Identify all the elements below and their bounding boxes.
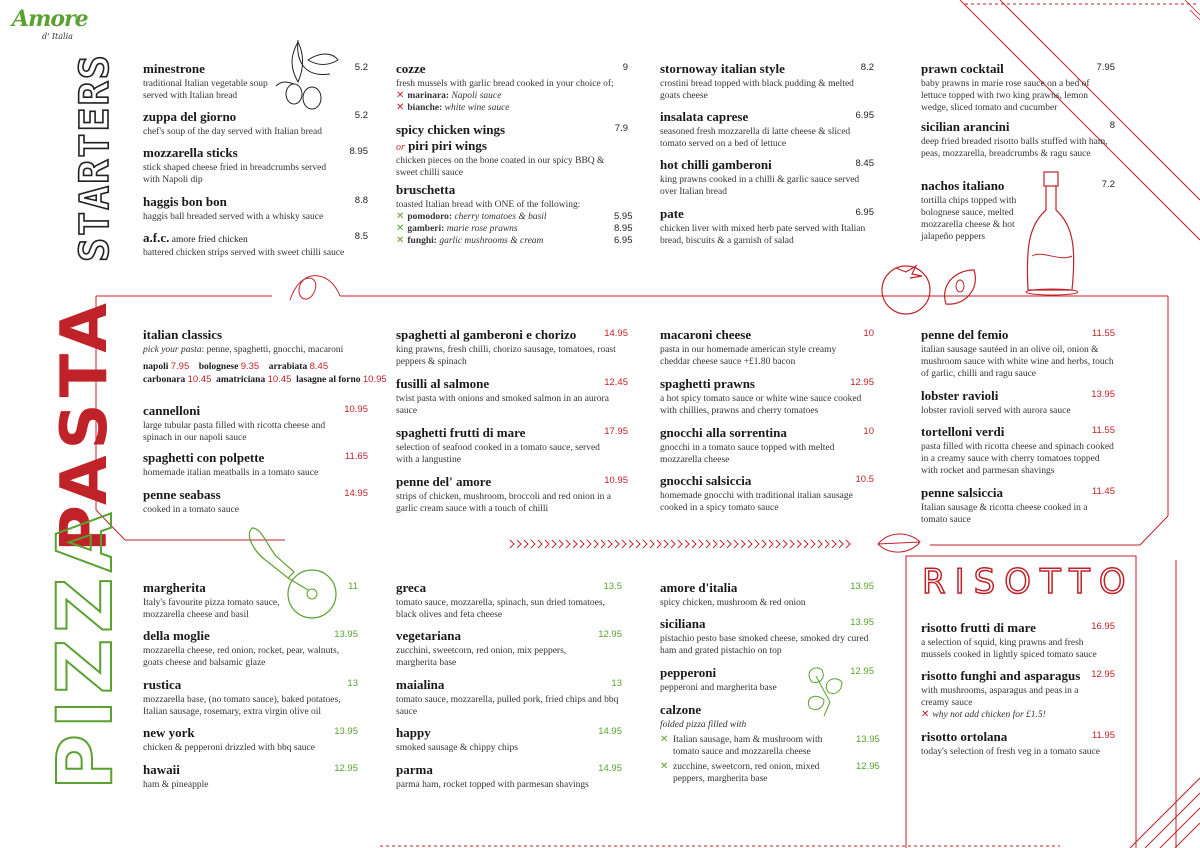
menu-item [660, 665, 874, 694]
item-description: tortilla chips topped with bolognese sauce, melted mozzarella cheese & hot jalapeño peppers [921, 196, 1017, 242]
item-price: 12.45 [604, 377, 628, 388]
item-price: 10.95 [344, 404, 368, 415]
combo-name: napoli [143, 362, 169, 372]
menu-item [921, 388, 1115, 417]
section-title-pizza: PIZZA [40, 506, 129, 790]
option-price: 5.95 [614, 211, 633, 222]
item-name: prawn cocktail [921, 61, 1004, 76]
combo-name: carbonara [143, 375, 186, 385]
combo-price: 8.45 [309, 361, 329, 372]
menu-item [660, 109, 874, 150]
item-description: smoked sausage & chippy chips [396, 743, 518, 753]
item-price: 13 [611, 678, 622, 689]
item-price: 13.95 [334, 726, 358, 737]
option-detail: cherry tomatoes & basil [454, 212, 547, 222]
item-description: pepperoni and margherita base [660, 683, 777, 693]
option-name: bianche: [407, 103, 443, 113]
cross-icon: ✕ [660, 734, 669, 745]
item-description: selection of seafood cooked in a tomato sauce, served with a langustine [396, 443, 600, 465]
item-name: hawaii [143, 762, 180, 777]
cross-icon: ✕ [396, 90, 405, 101]
menu-item [143, 403, 368, 444]
item-description: twist pasta with onions and smoked salmon in an aurora sauce [396, 394, 609, 416]
item-description: chef's soup of the day served with Italian bread [143, 127, 322, 137]
item-name: penne del femio [921, 327, 1009, 342]
item-name: spaghetti frutti di mare [396, 425, 526, 440]
cross-icon: ✕ [660, 761, 669, 772]
item-name: tortelloni verdi [921, 424, 1005, 439]
menu-item [396, 628, 622, 669]
item-description: pasta in our homemade american style creamy cheddar cheese sauce +£1.80 bacon [660, 345, 837, 367]
menu-item [143, 762, 358, 791]
menu-item [660, 616, 874, 657]
menu-item [396, 182, 633, 247]
combo-name: lasagne al forno [296, 375, 361, 385]
item-name: gnocchi alla sorrentina [660, 425, 787, 440]
item-name: cannelloni [143, 403, 201, 418]
menu-item [396, 376, 628, 417]
item-price: 11.55 [1091, 425, 1115, 436]
menu-item [143, 725, 358, 754]
cross-icon: ✕ [396, 102, 405, 113]
chevron-divider [510, 540, 850, 548]
item-price: 11.45 [1091, 486, 1115, 497]
option-detail: zucchine, sweetcorn, red onion, mixed peppers, margherita base [673, 762, 820, 784]
logo-tagline: d' Italia [42, 32, 73, 41]
option-name: gamberi: [407, 224, 445, 234]
item-price: 7.9 [614, 123, 628, 134]
menu-item [143, 677, 358, 718]
item-price: 13.95 [1091, 389, 1115, 400]
item-name: zuppa del giorno [143, 109, 237, 124]
item-name: calzone [660, 702, 702, 717]
item-price: 8.5 [354, 231, 368, 242]
menu-item-italian-classics [143, 327, 387, 385]
item-description: homemade italian meatballs in a tomato sauce [143, 468, 319, 478]
item-name: spaghetti prawns [660, 376, 755, 391]
option-name: pomodoro: [407, 212, 453, 222]
item-name: mozzarella sticks [143, 145, 238, 160]
menu-item [660, 157, 874, 198]
item-description: today's selection of fresh veg in a tomato sauce [921, 747, 1100, 757]
item-description: mozzarella base, (no tomato sauce), baked potatoes, Italian sausage, rosemary, extra virgin olive oil [143, 695, 341, 717]
item-description: a hot spicy tomato sauce or white wine sauce cooked with chillies, prawns and cherry tomatoes [660, 394, 862, 416]
menu-item [921, 327, 1115, 380]
item-price: 13.95 [334, 629, 358, 640]
item-price: 5.2 [354, 110, 368, 121]
item-name: penne del' amore [396, 474, 492, 489]
item-name: pate [660, 206, 684, 221]
combo-name: amatriciana [216, 375, 266, 385]
item-price: 8 [1109, 120, 1115, 131]
item-name: amore d'italia [660, 580, 738, 595]
item-description: italian sausage sautéed in an olive oil, onion & mushroom sauce with white wine and herbs, touch of garlic, chilli and ragu sauce [921, 345, 1114, 379]
section-title-pasta: PASTA [48, 297, 122, 552]
option-detail: Italian sausage, ham & mushroom with tomato sauce and mozzarella cheese [673, 735, 823, 757]
item-price: 7.2 [1101, 179, 1115, 190]
option-row [396, 211, 633, 223]
item-name: vegetariana [396, 628, 461, 643]
item-or: or [396, 142, 405, 153]
item-price: 10 [863, 426, 874, 437]
item-description: parma ham, rocket topped with parmesan shavings [396, 780, 589, 790]
item-description: a selection of squid, king prawns and fresh mussels cooked in lightly spiced tomato sauce [921, 638, 1097, 660]
item-description: baby prawns in marie rose sauce on a bed of lettuce topped with two king prawns, lemon wedge, sliced tomato and cucumber [921, 79, 1090, 113]
item-price: 16.95 [1091, 621, 1115, 632]
item-description: traditional Italian vegetable soup served with Italian bread [143, 79, 268, 101]
menu-item [396, 122, 628, 179]
combo-price: 10.45 [187, 374, 212, 385]
menu-item [396, 580, 622, 621]
item-name: penne seabass [143, 487, 221, 502]
menu-item [921, 119, 1115, 160]
section-title-risotto: RISOTTO [922, 562, 1135, 602]
option-row [396, 102, 628, 114]
item-name: bruschetta [396, 182, 456, 197]
item-price: 11.65 [344, 451, 368, 462]
item-price: 13.95 [850, 581, 874, 592]
item-price: 8.45 [855, 158, 874, 169]
item-name: lobster ravioli [921, 388, 999, 403]
item-description: with mushrooms, asparagus and peas in a creamy sauce [921, 686, 1079, 708]
item-description: king prawns cooked in a chilli & garlic sauce served over Italian bread [660, 175, 860, 197]
item-description: homemade gnocchi with traditional italian sausage cooked in a spicy tomato sauce [660, 491, 853, 513]
item-name: pepperoni [660, 665, 717, 680]
item-name: margherita [143, 580, 206, 595]
item-name: hot chilli gamberoni [660, 157, 772, 172]
menu-item [396, 725, 622, 754]
item-description: fresh mussels with garlic bread cooked in your choice of; [396, 79, 614, 89]
option-price: 13.95 [856, 734, 880, 745]
option-name: marinara: [407, 91, 450, 101]
item-price: 12.95 [1091, 669, 1115, 680]
section-title-starters: STARTERS [72, 53, 118, 262]
pick-options: : penne, spaghetti, gnocchi, macaroni [201, 345, 344, 355]
item-price: 12.95 [850, 666, 874, 677]
item-extra: why not add chicken for £1.5! [932, 710, 1046, 720]
item-description: folded pizza filled with [660, 720, 747, 730]
item-price: 7.95 [1096, 62, 1115, 73]
menu-item [921, 668, 1115, 721]
item-price: 17.95 [604, 426, 628, 437]
menu-item [921, 620, 1115, 661]
combo-price: 10.45 [267, 374, 292, 385]
menu-item [143, 61, 368, 102]
menu-item [143, 230, 368, 259]
item-description: zucchini, sweetcorn, red onion, mix peppers, margherita base [396, 646, 567, 668]
item-price: 8.95 [349, 146, 368, 157]
item-name: rustica [143, 677, 182, 692]
menu-item [660, 702, 880, 785]
item-name: macaroni cheese [660, 327, 752, 342]
item-price: 12.95 [334, 763, 358, 774]
option-row [660, 734, 880, 758]
item-description: chicken liver with mixed herb pate served with Italian bread, biscuits & a garnish of salad [660, 224, 866, 246]
item-name: new york [143, 725, 195, 740]
menu-item [396, 61, 628, 114]
item-price: 13.5 [603, 581, 622, 592]
item-price: 14.95 [344, 488, 368, 499]
menu-item [143, 580, 358, 621]
menu-item [143, 109, 368, 138]
menu-item [396, 677, 622, 718]
menu-item [396, 425, 628, 466]
item-name: cozze [396, 61, 426, 76]
item-description: spicy chicken, mushroom & red onion [660, 598, 806, 608]
item-name-alt: piri piri wings [408, 138, 487, 153]
item-description: pistachio pesto base smoked cheese, smoked dry cured ham and grated pistachio on top [660, 634, 869, 656]
option-detail: marie rose prawns [446, 224, 518, 234]
cross-icon: ✕ [396, 223, 405, 234]
item-name: fusilli al salmone [396, 376, 490, 391]
item-description: pasta filled with ricotta cheese and spinach cooked in a creamy sauce with cherry tomatoes topped with rocket and parmesan shavings [921, 442, 1114, 476]
menu-item [921, 424, 1115, 477]
item-price: 12.95 [598, 629, 622, 640]
item-name: risotto frutti di mare [921, 620, 1036, 635]
logo-name: Amore [12, 6, 88, 32]
item-price: 11.55 [1091, 328, 1115, 339]
classics-row [143, 361, 373, 372]
item-price: 12.95 [850, 377, 874, 388]
item-price: 5.2 [354, 62, 368, 73]
amore-logo [12, 6, 92, 46]
option-name: funghi: [407, 236, 437, 246]
item-price: 10.5 [855, 474, 874, 485]
option-price: 8.95 [614, 223, 633, 234]
item-price: 14.95 [598, 763, 622, 774]
menu-item [143, 628, 358, 669]
item-price: 10 [863, 328, 874, 339]
item-name: sicilian arancini [921, 119, 1010, 134]
item-name: nachos italiano [921, 178, 1005, 193]
menu-item [660, 473, 874, 514]
option-price: 6.95 [614, 235, 633, 246]
item-name: parma [396, 762, 433, 777]
menu-item [143, 487, 368, 516]
menu-item [660, 376, 874, 417]
item-description: deep fried breaded risotto balls stuffed with ham, peas, mozzarella, breadcrumbs & ragu sauce [921, 137, 1108, 159]
item-description: Italian sausage & ricotta cheese cooked in a tomato sauce [921, 503, 1088, 525]
item-price: 13.95 [850, 617, 874, 628]
item-description: seasoned fresh mozzarella di latte cheese & sliced tomato served on a bed of lettuce [660, 127, 851, 149]
option-detail: white wine sauce [444, 103, 510, 113]
menu-item [660, 425, 874, 466]
item-name: risotto funghi and asparagus [921, 668, 1081, 683]
option-row [660, 761, 880, 785]
item-description: stick shaped cheese fried in breadcrumbs served with Napoli dip [143, 163, 327, 185]
menu-item [921, 178, 1115, 243]
pick-label: pick your pasta [143, 345, 202, 355]
cross-icon: ✕ [921, 709, 930, 720]
menu-item [660, 327, 874, 368]
menu-item [921, 729, 1115, 758]
item-name: happy [396, 725, 431, 740]
leaf-icon [876, 530, 922, 556]
item-description: mozzarella cheese, red onion, rocket, pear, walnuts, goats cheese and balsamic glaze [143, 646, 340, 668]
menu-item [921, 61, 1115, 114]
item-name: risotto ortolana [921, 729, 1008, 744]
item-description: strips of chicken, mushroom, broccoli and red onion in a garlic cream sauce with a touch of chilli [396, 492, 612, 514]
item-name: insalata caprese [660, 109, 749, 124]
option-detail: Napoli sauce [451, 91, 502, 101]
combo-price: 10.95 [362, 374, 387, 385]
cross-icon: ✕ [396, 235, 405, 246]
menu-item [396, 474, 628, 515]
item-name: spaghetti con polpette [143, 450, 265, 465]
item-name: maialina [396, 677, 445, 692]
item-price: 11 [348, 581, 358, 592]
item-description: tomato sauce, mozzarella, spinach, sun dried tomatoes, black olives and feta cheese [396, 598, 605, 620]
item-description: toasted Italian bread with ONE of the following: [396, 200, 581, 210]
item-name: greca [396, 580, 427, 595]
item-price: 14.95 [604, 328, 628, 339]
option-row [396, 223, 633, 235]
item-name: haggis bon bon [143, 194, 227, 209]
item-name: siciliana [660, 616, 706, 631]
item-price: 11.95 [1091, 730, 1115, 741]
item-price: 8.2 [860, 62, 874, 73]
menu-item [660, 580, 874, 609]
item-price: 6.95 [855, 207, 874, 218]
item-name: minestrone [143, 61, 205, 76]
item-name: spicy chicken wings [396, 122, 506, 137]
combo-name: arrabiata [268, 362, 308, 372]
option-row [396, 235, 633, 247]
item-description: Italy's favourite pizza tomato sauce, mozzarella cheese and basil [143, 598, 280, 620]
item-description: cooked in a tomato sauce [143, 505, 240, 515]
combo-name: bolognese [198, 362, 239, 372]
combo-price: 7.95 [170, 361, 190, 372]
item-name: spaghetti al gamberoni e chorizo [396, 327, 577, 342]
item-price: 13 [347, 678, 358, 689]
menu-item [921, 485, 1115, 526]
cross-icon: ✕ [396, 211, 405, 222]
option-price: 12.95 [856, 761, 880, 772]
menu-item [143, 450, 368, 479]
classics-row [143, 374, 387, 385]
menu-item [143, 194, 368, 223]
item-description: gnocchi in a tomato sauce topped with melted mozzarella cheese [660, 443, 835, 465]
menu-item [143, 145, 368, 186]
menu-item [396, 762, 622, 791]
item-description: crostini bread topped with black pudding & melted goats cheese [660, 79, 854, 101]
item-name: stornoway italian style [660, 61, 785, 76]
item-price: 14.95 [598, 726, 622, 737]
item-description: ham & pineapple [143, 780, 209, 790]
item-price: 10.95 [604, 475, 628, 486]
item-name: gnocchi salsiccia [660, 473, 752, 488]
menu-item [660, 61, 874, 102]
item-description: large tubular pasta filled with ricotta cheese and spinach in our napoli sauce [143, 421, 326, 443]
item-price: 9 [622, 62, 628, 73]
item-description: chicken & pepperoni drizzled with bbq sauce [143, 743, 315, 753]
option-detail: garlic mushrooms & cream [439, 236, 544, 246]
item-price: 8.8 [354, 195, 368, 206]
item-name-suffix: amore fried chicken [169, 235, 248, 245]
item-price: 6.95 [855, 110, 874, 121]
item-description: king prawns, fresh chilli, chorizo sausage, tomatoes, roast peppers & spinach [396, 345, 616, 367]
item-description: chicken pieces on the bone coated in our spicy BBQ & sweet chilli sauce [396, 156, 605, 178]
menu-item [396, 327, 628, 368]
item-description: battered chicken strips served with sweet chilli sauce [143, 248, 345, 258]
item-name: penne salsiccia [921, 485, 1003, 500]
combo-price: 9.35 [240, 361, 260, 372]
item-name: italian classics [143, 327, 223, 342]
item-description: lobster ravioli served with aurora sauce [921, 406, 1071, 416]
tomato-icon [870, 256, 990, 316]
item-name: a.f.c. [143, 230, 170, 245]
item-description: tomato sauce, mozzarella, pulled pork, fried chips and bbq sauce [396, 695, 619, 717]
item-description: haggis ball breaded served with a whisky sauce [143, 212, 324, 222]
option-row [396, 90, 628, 102]
item-name: della moglie [143, 628, 210, 643]
menu-item [660, 206, 874, 247]
